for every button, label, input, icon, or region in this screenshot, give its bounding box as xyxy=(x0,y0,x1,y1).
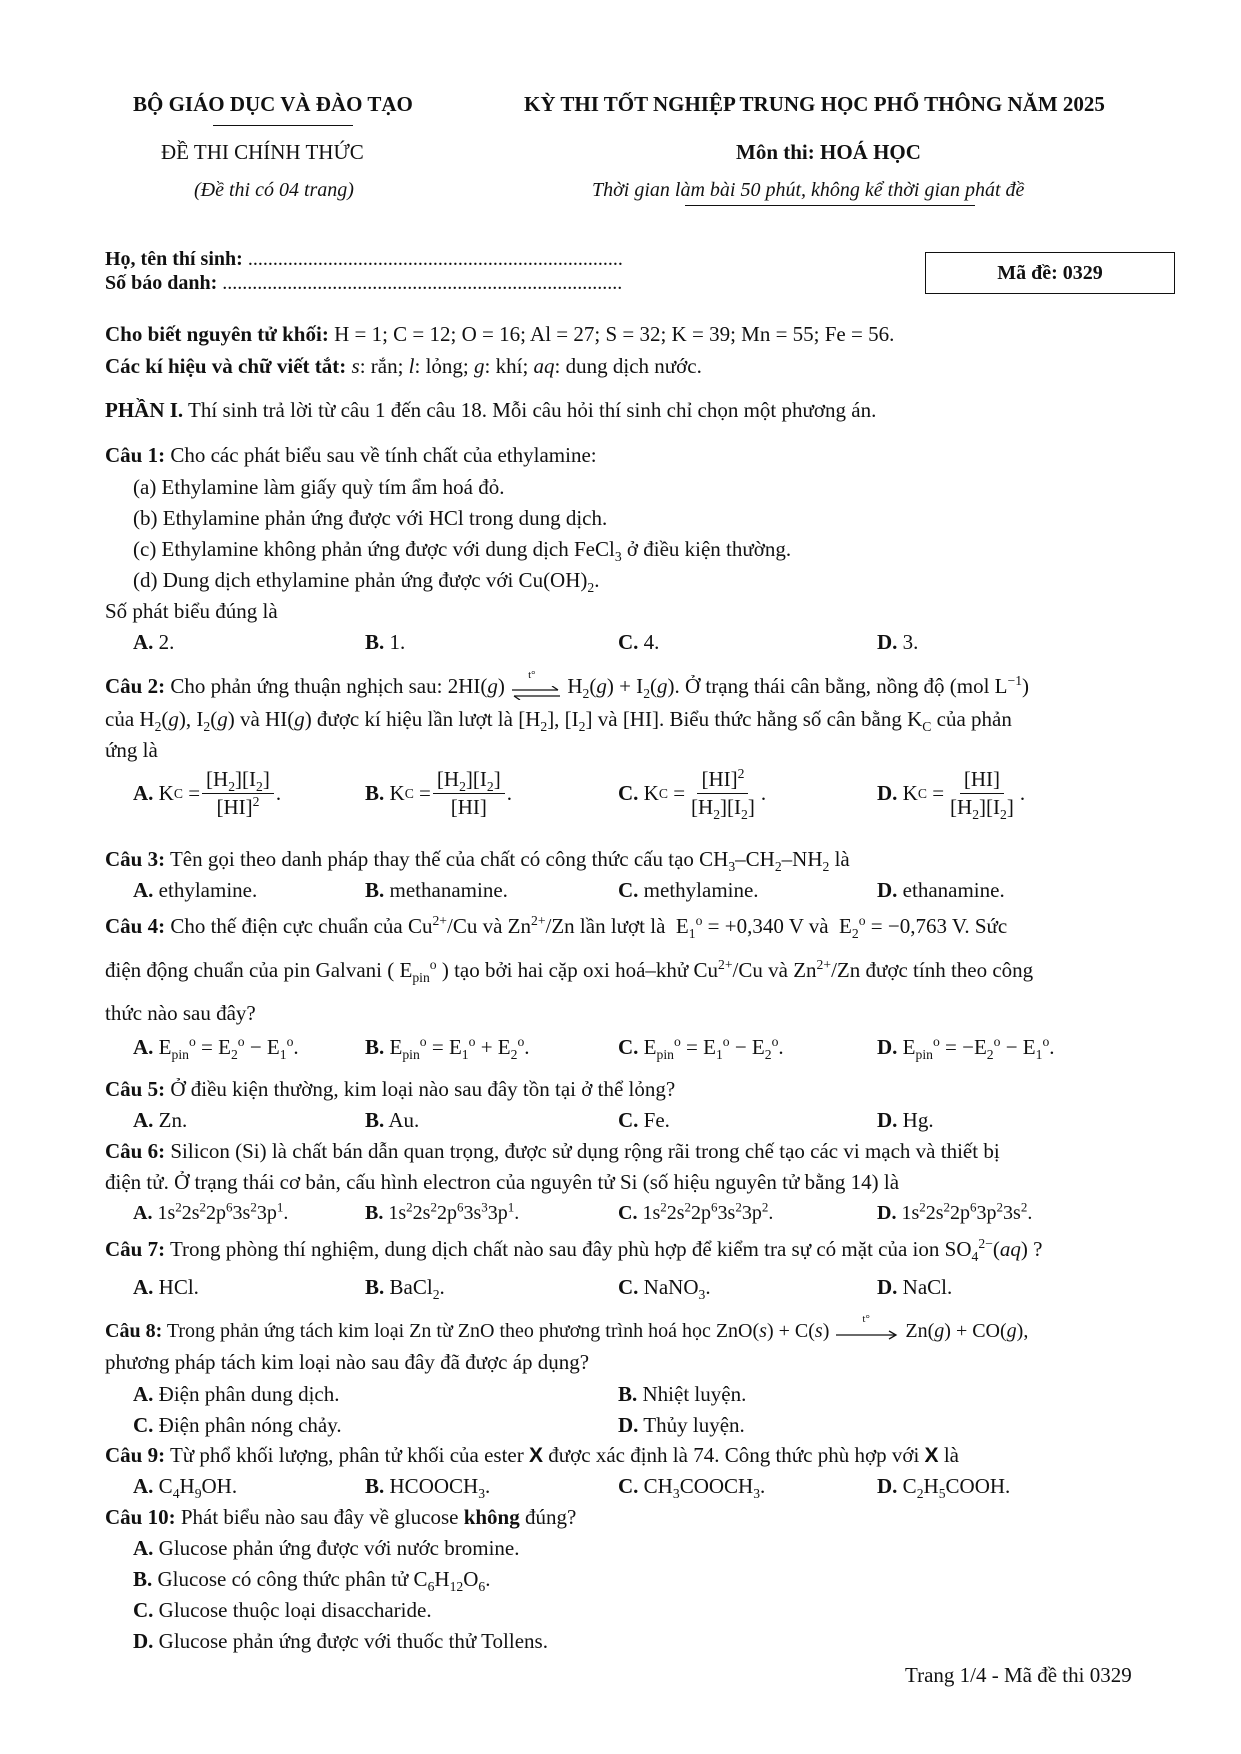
part1-label: PHẦN I. xyxy=(105,398,184,422)
q2-line2: của $H_2(g)$, $I_2(g)$ và HI(g) được kí hiệu lần lượt là $[H_2]$, $[I_2]$ và [HI]. Biểu thức hằng số cân bằng $K_C$ của phản xyxy=(105,707,1012,735)
q7-stem: Câu 7: Trong phòng thí nghiệm, dung dịch chất nào sau đây phù hợp để kiểm tra sự có mặt của ion $SO_4^{2-}(aq)$ ? xyxy=(105,1236,1043,1265)
q3-option-d[interactable]: D. ethanamine. xyxy=(877,878,1005,902)
q7-option-d[interactable]: D. NaCl. xyxy=(877,1275,953,1299)
q8-option-a[interactable]: A. Điện phân dung dịch. xyxy=(133,1382,340,1406)
q3-option-c[interactable]: C. methylamine. xyxy=(618,878,759,902)
q5-option-d[interactable]: D. Hg. xyxy=(877,1108,934,1132)
q5-option-b[interactable]: B. Au. xyxy=(365,1108,420,1132)
q3-stem: Câu 3: Tên gọi theo danh pháp thay thế của chất có công thức cấu tạo $CH_3-CH_2-NH_2$ là xyxy=(105,847,850,875)
q7-label: Câu 7: xyxy=(105,1237,166,1261)
q8-option-d[interactable]: D. Thủy luyện. xyxy=(618,1413,745,1437)
q10-stem-bold: không xyxy=(463,1505,520,1529)
q3-option-b[interactable]: B. methanamine. xyxy=(365,878,508,902)
q5-label: Câu 5: xyxy=(105,1077,166,1101)
q4-option-c[interactable]: C. $E_{pin}^o = E_1^o - E_2^o$. xyxy=(618,1034,784,1063)
q6-option-c[interactable]: C. $1s^22s^22p^63s^23p^2$. xyxy=(618,1199,774,1224)
q5-stem-text: Ở điều kiện thường, kim loại nào sau đây tồn tại ở thể lỏng? xyxy=(170,1077,676,1101)
q2-option-a[interactable]: A. K C = $\frac{[H_2][I_2]}{[HI]^2}$ . xyxy=(133,767,282,820)
q10-option-a[interactable]: A. Glucose phản ứng được với nước bromine. xyxy=(133,1536,520,1560)
q1-statement-b: (b) Ethylamine phản ứng được với HCl trong dung dịch. xyxy=(133,506,608,530)
q8-label: Câu 8: xyxy=(105,1320,163,1342)
id-line xyxy=(105,272,622,295)
symbols-label: Các kí hiệu và chữ viết tắt: xyxy=(105,354,347,378)
q5-stem xyxy=(105,1077,675,1102)
q8-option-c[interactable]: C. Điện phân nóng chảy. xyxy=(133,1413,342,1437)
ministry-name: BỘ GIÁO DỤC VÀ ĐÀO TẠO xyxy=(133,92,413,116)
q9-x-symbol-2: X xyxy=(924,1444,939,1467)
q9-stem-pre: Từ phổ khối lượng, phân tử khối của ester xyxy=(169,1443,524,1467)
q4-option-d[interactable]: D. $E_{pin}^o = -E_2^o - E_1^o$. xyxy=(877,1034,1055,1063)
q9-stem: Câu 9: Từ phổ khối lượng, phân tử khối của ester X được xác định là 74. Công thức phù hợp với X là xyxy=(105,1443,959,1467)
atomic-masses xyxy=(105,322,894,347)
q6-line2: điện tử. Ở trạng thái cơ bản, cấu hình electron của nguyên tử Si (số hiệu nguyên tử bằng 14) là xyxy=(105,1170,900,1194)
q4-line3: thức nào sau đây? xyxy=(105,1001,256,1025)
q7-option-b[interactable]: B. BaCl$_2$. xyxy=(365,1275,445,1303)
q1-statement-a: (a) Ethylamine làm giấy quỳ tím ẩm hoá đỏ. xyxy=(133,475,505,499)
q10-stem-pre: Phát biểu nào sau đây về glucose xyxy=(180,1505,459,1529)
q1-stem-text: Cho các phát biểu sau về tính chất của ethylamine: xyxy=(170,443,597,467)
q2-option-c[interactable]: C. K C = $\frac{[HI]^2}{[H_2][I_2]}$ . xyxy=(618,766,767,823)
pages-note: (Đề thi có 04 trang) xyxy=(194,179,354,201)
q1-statement-d: (d) Dung dịch ethylamine phản ứng được với $Cu(OH)_2$. xyxy=(133,568,600,596)
q6-line1 xyxy=(105,1139,1000,1164)
q8-option-b[interactable]: B. Nhiệt luyện. xyxy=(618,1382,747,1406)
part1-text: Thí sinh trả lời từ câu 1 đến câu 18. Mỗi câu hỏi thí sinh chỉ chọn một phương án. xyxy=(188,398,877,422)
q4-option-a[interactable]: A. $E_{pin}^o = E_2^o - E_1^o$. xyxy=(133,1034,299,1063)
q1-count: Số phát biểu đúng là xyxy=(105,599,278,623)
q1-option-c[interactable]: C. 4. xyxy=(618,630,660,654)
official-label: ĐỀ THI CHÍNH THỨC xyxy=(161,140,364,164)
q10-option-c[interactable]: C. Glucose thuộc loại disaccharide. xyxy=(133,1598,432,1622)
q4-line2: điện động chuẩn của pin Galvani ( $E_{pin}^o$ ) tạo bởi hai cặp oxi hoá–khử $Cu^{2+}/Cu$ và $Zn^{2+}/Zn$ được tính theo công xyxy=(105,957,1034,986)
part1-line xyxy=(105,398,876,423)
q6-option-d[interactable]: D. $1s^22s^22p^63p^23s^2$. xyxy=(877,1199,1033,1224)
q1-option-b[interactable]: B. 1. xyxy=(365,630,406,654)
q10-option-d[interactable]: D. Glucose phản ứng được với thuốc thử Tollens. xyxy=(133,1629,548,1653)
q3-label: Câu 3: xyxy=(105,847,166,871)
q4-option-b[interactable]: B. $E_{pin}^o = E_1^o + E_2^o$. xyxy=(365,1034,530,1063)
name-line xyxy=(105,248,623,271)
q8-line1: Câu 8: Trong phản ứng tách kim loại Zn từ ZnO theo phương trình hoá học ZnO(s) + C(s) t° Zn(g) + CO(g), xyxy=(105,1313,1029,1342)
q4-label: Câu 4: xyxy=(105,914,166,938)
q1-option-d[interactable]: D. 3. xyxy=(877,630,919,654)
id-dots: ................................................................................ xyxy=(222,272,623,294)
q1-option-a[interactable]: A. 2. xyxy=(133,630,175,654)
q1-d-text: (d) Dung dịch ethylamine phản ứng được với Cu(OH) xyxy=(133,568,588,592)
q9-option-b[interactable]: B. $HCOOCH_3$. xyxy=(365,1474,491,1502)
q10-label: Câu 10: xyxy=(105,1505,176,1529)
q2-line3: ứng là xyxy=(105,738,158,762)
q7-stem-text: Trong phòng thí nghiệm, dung dịch chất nào sau đây phù hợp để kiểm tra sự có mặt của ion xyxy=(169,1237,940,1261)
q6-label: Câu 6: xyxy=(105,1139,166,1163)
q4-line1: Câu 4: Cho thế điện cực chuẩn của $Cu^{2+}/Cu$ và $Zn^{2+}/Zn$ lần lượt là $E_1^o = +0,340$ V và $E_2^o = -0,763$ V. Sức xyxy=(105,913,1008,942)
q3-option-a[interactable]: A. ethylamine. xyxy=(133,878,258,902)
q2-label: Câu 2: xyxy=(105,674,166,698)
q2-option-b[interactable]: B. K C = $\frac{[H_2][I_2]}{[HI]}$ . xyxy=(365,767,512,820)
exam-title: KỲ THI TỐT NGHIỆP TRUNG HỌC PHỔ THÔNG NĂM 2025 xyxy=(524,92,1105,116)
q7-option-a[interactable]: A. HCl. xyxy=(133,1275,199,1299)
q8-stem-text: Trong phản ứng tách kim loại Zn từ ZnO theo phương trình hoá học xyxy=(166,1320,711,1342)
id-label: Số báo danh: xyxy=(105,272,218,294)
q7-option-c[interactable]: C. NaNO$_3$. xyxy=(618,1275,711,1303)
symbols-line: Các kí hiệu và chữ viết tắt: s: rắn; l: lỏng; g: khí; aq: dung dịch nước. xyxy=(105,354,702,378)
page-footer: Trang 1/4 - Mã đề thi 0329 xyxy=(905,1663,1132,1687)
q6-option-b[interactable]: B. $1s^22s^22p^63s^33p^1$. xyxy=(365,1199,520,1224)
q6-option-a[interactable]: A. $1s^22s^22p^63s^23p^1$. xyxy=(133,1199,289,1224)
exam-code-box: Mã đề: 0329 xyxy=(925,252,1175,294)
q9-x-symbol: X xyxy=(529,1444,544,1467)
q1-label: Câu 1: xyxy=(105,443,166,467)
q6-line1-text: Silicon (Si) là chất bán dẫn quan trọng, được sử dụng rộng rãi trong chế tạo các vi mạch và thiết bị xyxy=(170,1139,1000,1163)
q2-line1: Câu 2: Cho phản ứng thuận nghịch sau: 2HI(g) t° $H_2(g) + I_2(g)$. Ở trạng thái cân bằng, nồng độ (mol $L^{-1}$) xyxy=(105,669,1030,702)
q8-line2: phương pháp tách kim loại nào sau đây đã được áp dụng? xyxy=(105,1350,590,1374)
q1-statement-c: (c) Ethylamine không phản ứng được với dung dịch FeCl$_3$ ở điều kiện thường. xyxy=(133,537,792,565)
q1-stem xyxy=(105,443,597,468)
ministry-underline xyxy=(213,125,353,126)
time-note: Thời gian làm bài 50 phút, không kể thời gian phát đề xyxy=(592,179,1025,201)
time-underline xyxy=(685,205,975,206)
q10-stem-post: đúng? xyxy=(524,1505,577,1529)
q10-stem xyxy=(105,1505,576,1530)
atomic-values: H = 1; C = 12; O = 16; Al = 27; S = 32; K = 39; Mn = 55; Fe = 56. xyxy=(334,322,895,346)
name-dots: ........................................................................... xyxy=(247,248,623,270)
name-label: Họ, tên thí sinh: xyxy=(105,248,243,270)
q5-option-a[interactable]: A. Zn. xyxy=(133,1108,188,1132)
forward-arrow-icon: t° xyxy=(834,1325,900,1339)
q9-stem-mid: được xác định là 74. Công thức phù hợp với xyxy=(548,1443,920,1467)
subject-title: Môn thi: HOÁ HỌC xyxy=(736,140,921,164)
reversible-arrow-icon: t° xyxy=(510,681,562,695)
q5-option-c[interactable]: C. Fe. xyxy=(618,1108,670,1132)
q10-option-b[interactable]: B. Glucose có công thức phân tử $C_6H_{12}O_6$. xyxy=(133,1567,491,1595)
atomic-label: Cho biết nguyên tử khối: xyxy=(105,322,329,346)
q9-option-c[interactable]: C. $CH_3COOCH_3$. xyxy=(618,1474,766,1502)
q2-option-d[interactable]: D. K C = $\frac{[HI]}{[H_2][I_2]}$ . xyxy=(877,767,1026,823)
q9-option-d[interactable]: D. $C_2H_5COOH$. xyxy=(877,1474,1011,1502)
q9-option-a[interactable]: A. $C_4H_9OH$. xyxy=(133,1474,238,1502)
q9-label: Câu 9: xyxy=(105,1443,166,1467)
